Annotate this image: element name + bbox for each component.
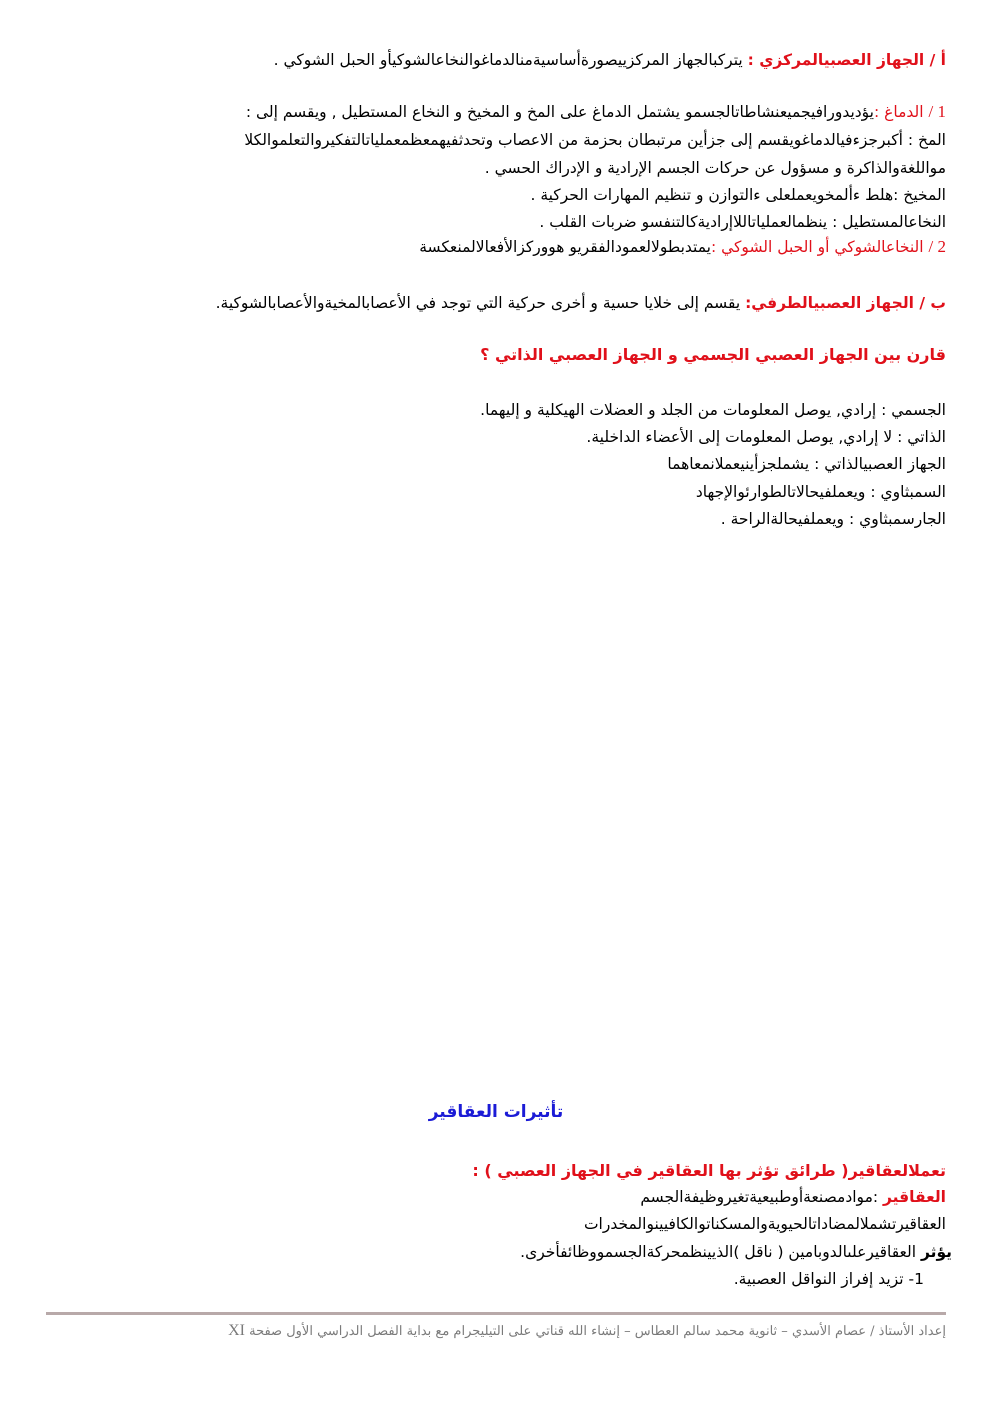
brain-line: [36, 101, 946, 123]
section-a-line: [36, 49, 946, 71]
section-b-line: [36, 292, 946, 314]
compare-line: الجهاز العصبيالذاتي : يشملجزأينيعملانمعاهما: [667, 455, 946, 473]
cerebrum-line-1: المخ : أكبرجزءفيالدماغويقسم إلى جزأين مرتبطان بحزمة من الاعصاب وتحدثفيهمعظمعملياتالتفكيروالتعلموالكلا: [244, 131, 946, 149]
spinal-number: 2 /: [928, 237, 946, 256]
compare-line: الجسمي : إرادي, يوصل المعلومات من الجلد و العضلات الهيكلية و إليهما.: [480, 401, 946, 419]
drugs-def-label: العقاقير: [883, 1188, 946, 1206]
footer-divider: [46, 1312, 946, 1315]
compare-line: الجارسمبثاوي : ويعملفيحالةالراحة .: [720, 510, 946, 528]
compare-line: الذاتي : لا إرادي, يوصل المعلومات إلى الأعضاء الداخلية.: [586, 428, 946, 446]
drugs-def-line: [36, 1186, 946, 1208]
page-number: XI: [228, 1322, 245, 1339]
medulla-line: النخاعالمستطيل : ينظمالعملياتاللاإراديةكالتنفسو ضربات القلب .: [539, 213, 946, 231]
spinal-line: [36, 236, 946, 258]
section-a-title: أ / الجهاز العصبيالمركزي :: [747, 51, 946, 69]
drugs-dopamine-label: يؤثر: [921, 1243, 952, 1261]
footer-text: إعداد الأستاذ / عصام الأسدي – ثانوية محمد سالم العطاس – إنشاء الله قناتي على التيليجرام مع بداية الفصل الدراسي الأول صفحة: [249, 1324, 946, 1339]
spinal-label: النخاعالشوكي أو الحبل الشوكي :: [710, 238, 929, 256]
brain-number: 1 /: [928, 102, 946, 121]
compare-heading: قارن بين الجهاز العصبي الجسمي و الجهاز العصبي الذاتي ؟: [480, 345, 946, 364]
cerebellum-line: المخيخ :هلط ءألمخويعملعلى ءالتوازن و تنظيم المهارات الحركية .: [530, 186, 946, 204]
drugs-dopamine-line: [42, 1241, 952, 1263]
section-a-text: يتركبالجهاز المركزييصورةأساسيةمنالدماغوالنخاعالشوكيأو الحبل الشوكي .: [273, 51, 748, 69]
brain-label: الدماغ :: [874, 103, 929, 121]
drugs-def-text: :موادمصنعةأوطبيعيةتغيروظيفةالجسم: [640, 1188, 884, 1206]
brain-text: يؤديدورافيجميعنشاطاتالجسمو يشتمل الدماغ على المخ و المخيخ و النخاع المستطيل , ويقسم إلى :: [245, 103, 874, 121]
drugs-item-1: 1- تزيد إفراز النواقل العصبية.: [733, 1270, 924, 1288]
spinal-text: يمتدبطولالعمودالفقريو هووركزالأفعالالمنعكسة: [419, 238, 711, 256]
cerebrum-line-2: مواللغةوالذاكرة و مسؤول عن حركات الجسم الإرادية و الإدراك الحسي .: [484, 159, 946, 177]
section-b-title: ب / الجهاز العصبيالطرفي:: [745, 294, 946, 312]
section-b-text: يقسم إلى خلايا حسية و أخرى حركية التي توجد في الأعصابالمخيةوالأعصابالشوكية.: [215, 294, 746, 312]
page-footer: [46, 1322, 946, 1340]
drugs-dopamine-text: العقاقيرعلىالدوبامين ( ناقل )الذيينظمحركةالجسمووظائفأخرى.: [520, 1243, 921, 1261]
drugs-examples-line: العقاقيرتشملالمضاداتالحيويةوالمسكناتوالكافيينوالمخدرات: [583, 1215, 946, 1233]
drugs-title: تأثيرات العقاقير: [428, 1102, 564, 1122]
drugs-heading: تعملالعقاقير( طرائق تؤثر بها العقاقير في الجهاز العصبي ) :: [472, 1161, 946, 1180]
compare-line: السمبثاوي : ويعملفيحالاتالطوارئوالإجهاد: [695, 483, 946, 501]
